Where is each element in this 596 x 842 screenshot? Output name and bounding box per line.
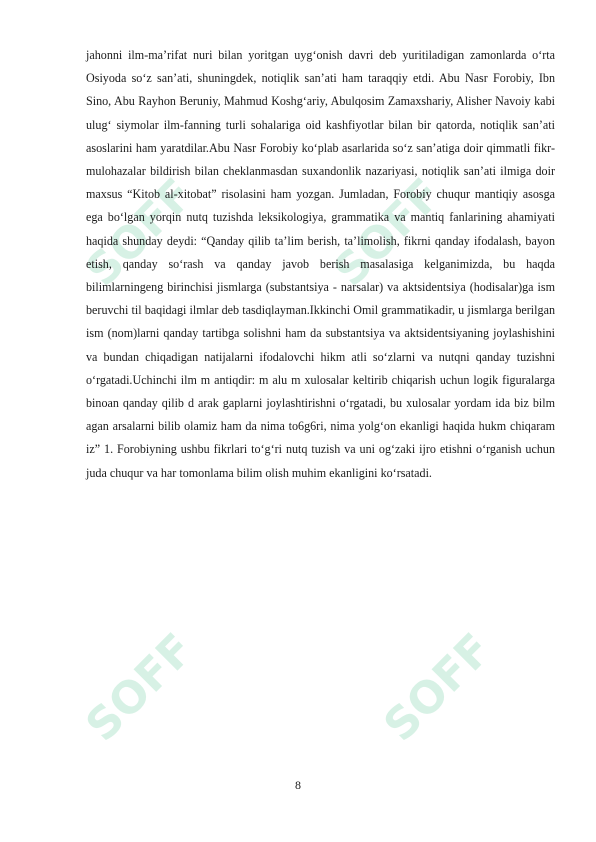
watermark-text: SOFF [324,168,452,297]
watermark-text: SOFF [76,623,204,752]
watermark-text: SOFF [76,168,204,297]
body-text [86,44,555,485]
paragraph: jahonni ilm-ma’rifat nuri bilan yoritgan uyg‘onish davri deb yuritiladigan zamonlarda o‘rta Osiyoda so‘z san’ati, shuningdek, notiqlik san’ati ham taraqqiy etdi. Abu Nasr Forobiy, Ibn Sino, Abu Rayhon Beruniy, Mahmud Koshg‘ariy, Abulqosim Zamaxshariy, Alisher Navoiy kabi ulug‘ siymolar ilm-fanning turli sohalariga oid kashfiyotlar bilan bir qatorda, notiqlik san’ati asoslarini ham yaratdilar.Abu Nasr Forobiy ko‘plab asarlarida so‘z san’atiga doir qimmatli fikr-mulohazalar bildirish bilan cheklanmasdan suxandonlik nazariyasi, notiqlik san’ati ilmiga doir maxsus “Kitob al-xitobat” risolasini ham yozgan. Jumladan, Forobiy chuqur mantiqiy asosga ega bo‘lgan yorqin nutq tuzishda leksikologiya, grammatika va mantiq fanlarining ahamiyati haqida shunday deydi: “Qanday qilib ta’lim berish, ta’limolish, fikrni qanday ifodalash, bayon etish, qanday so‘rash va qanday javob berish masalasiga kelganimizda, bu haqda bilimlarningeng birinchisi jismlarga (substantsiya - narsalar) va aktsidentsiya (hodisalar)ga ism beruvchi til baqidagi ilmlar deb tasdiqlayman.Ikkinchi Omil grammatikadir, u jismlarga berilgan ism (nom)larni qanday tartibga solishni ham da substantsiya va aktsidentsiyaning joylashishini va bundan chiqadigan natijalarni ifodalovchi hikm atli so‘zlarni va nutqni qanday tuzishni o‘rgatadi.Uchinchi ilm m antiqdir: m alu m xulosalar keltirib chiqarish uchun logik figuralarga binoan qanday qilib d arak gaplarni joylashtirishni o‘rgatadi, bu xulosalar yordam ida biz bilm agan arsalarni bilib olamiz ham da nima to6g6ri, nima yolg‘on ekanligi haqida hukm chiqaram iz” 1. Forobiyning ushbu fikrlari to‘g‘ri nutq tuzish va uni og‘zaki ijro etishni o‘rganish uchun juda chuqur va har tomonlama bilim olish muhim ekanligini ko‘rsatadi. [86,48,555,480]
watermark-logo [62,595,232,765]
page-number: 8 [295,778,301,792]
watermark-logo [360,595,530,765]
watermark-text: SOFF [374,623,502,752]
